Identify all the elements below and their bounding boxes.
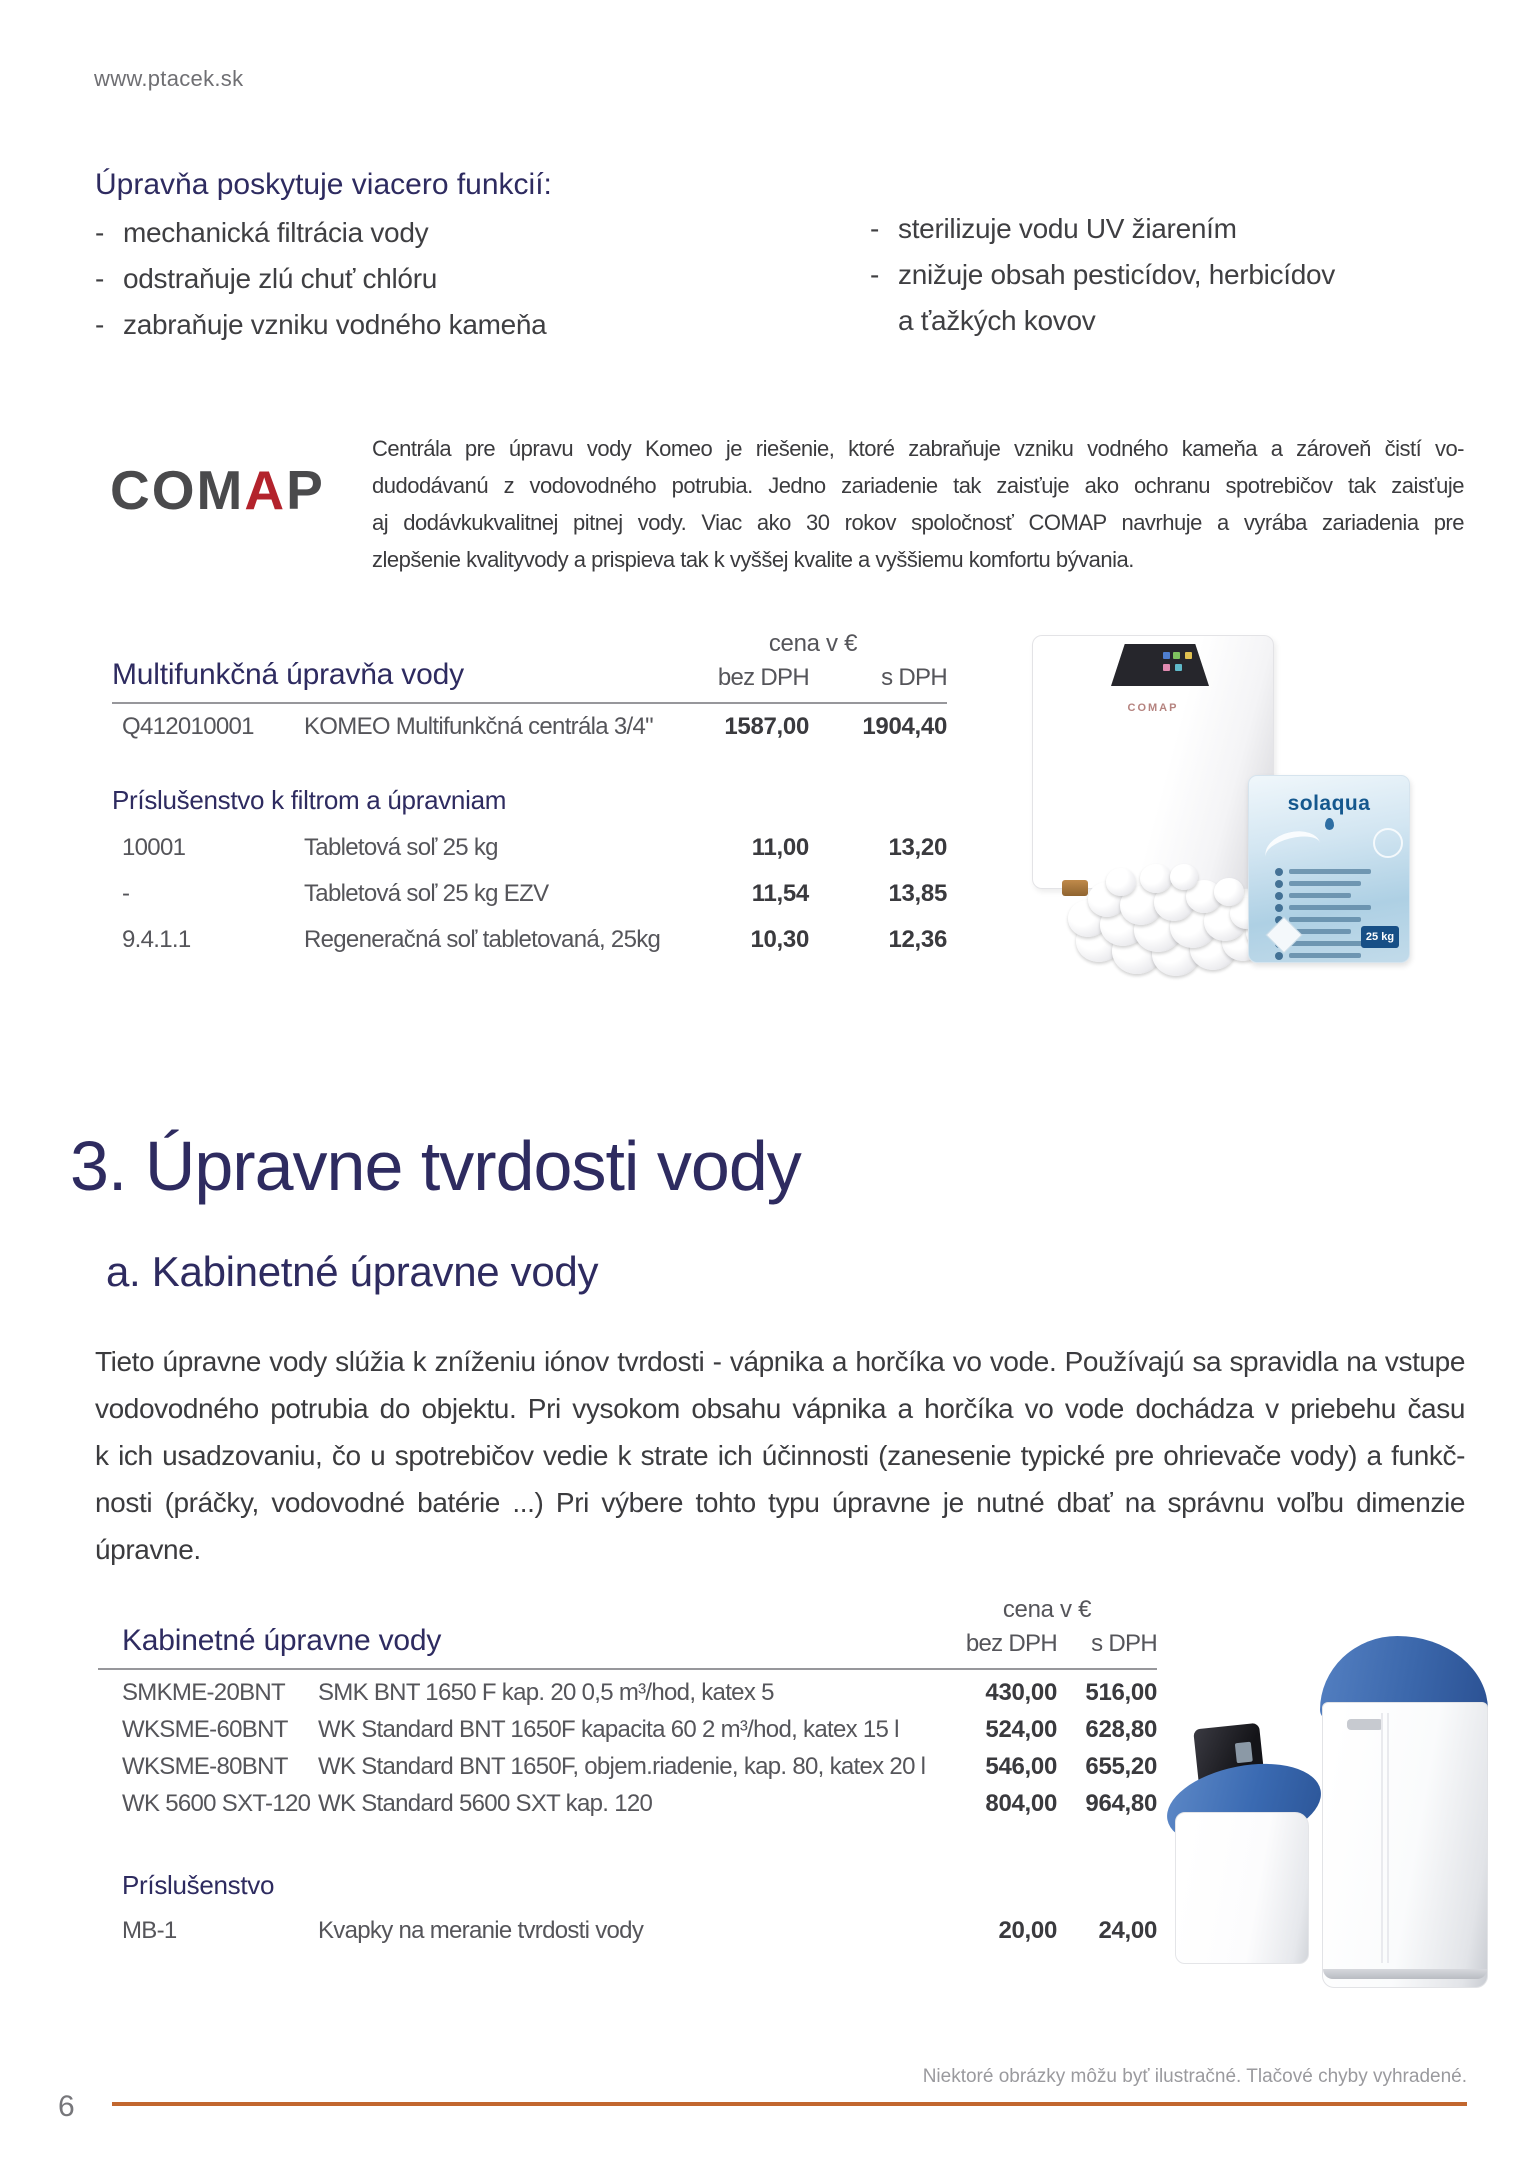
paragraph-line: dudodávanú z vodovodného potrubia. Jedno zariadenie tak zaisťuje ako ochranu spotrebičov tak zaisťuje	[372, 473, 1464, 498]
table-rows	[98, 1679, 1157, 1818]
unit-brand-label: COMAP	[1127, 702, 1179, 714]
bag-stamp-icon	[1373, 828, 1403, 858]
softener-slot	[1347, 1719, 1383, 1730]
list-item	[95, 302, 715, 348]
table-cabinet-softeners	[98, 1596, 1157, 1945]
table-row	[112, 834, 947, 862]
comap-unit-image	[1032, 635, 1274, 889]
list-item-text: odstraňuje zlú chuť chlóru	[123, 263, 437, 294]
col-bez-dph: bez DPH	[965, 1630, 1057, 1657]
table-row	[112, 880, 947, 908]
dash-bullet: -	[870, 259, 880, 290]
list-item-text: znižuje obsah pesticídov, herbicídov a ťažkých kovov	[898, 259, 1335, 336]
dash-bullet: -	[870, 213, 880, 244]
site-url: www.ptacek.sk	[94, 66, 244, 91]
price-bez-dph: 546,00	[985, 1753, 1057, 1780]
paragraph-line: vodovodného potrubia do objektu. Pri vysokom obsahu vápnika a horčíka vo vode dochádza v priebehu času	[95, 1393, 1465, 1424]
table-row	[98, 1716, 1157, 1744]
list-item	[95, 256, 715, 302]
product-description: WK Standard 5600 SXT kap. 120	[318, 1790, 653, 1817]
salt-bag-image	[1248, 775, 1410, 963]
table-title: Kabinetné úpravne vody	[122, 1624, 442, 1657]
comap-logo-a: A	[244, 459, 287, 521]
price-bez-dph: 10,30	[750, 926, 809, 953]
section-paragraph	[95, 1338, 1465, 1573]
paragraph-line: nosti (práčky, vodovodné batérie ...) Pri výbere tohto typu úpravne je nutné dbať na správnu voľbu dimenzie	[95, 1487, 1465, 1518]
dash-bullet: -	[95, 309, 105, 340]
price-bez-dph: 804,00	[985, 1790, 1057, 1817]
price-bez-dph: 11,00	[751, 834, 809, 861]
functions-list-right	[870, 206, 1350, 344]
price-s-dph: 516,00	[1085, 1679, 1157, 1706]
paragraph-line: aj dodávkukvalitnej pitnej vody. Viac ako 30 rokov spoločnosť COMAP navrhuje a vyrába zariadenia pre	[372, 510, 1464, 535]
water-drop-icon	[1325, 818, 1334, 830]
col-s-dph: s DPH	[1091, 1630, 1157, 1657]
section-title: 3. Úpravne tvrdosti vody	[70, 1127, 801, 1205]
table-row	[98, 1679, 1157, 1707]
price-bez-dph: 11,54	[751, 880, 809, 907]
product-description: WK Standard BNT 1650F, objem.riadenie, kap. 80, katex 20 l	[318, 1753, 926, 1780]
paragraph-line: Tieto úpravne vody slúžia k zníženiu iónov tvrdosti - vápnika a horčíka vo vode. Používajú sa spravidla na vstupe	[95, 1346, 1465, 1377]
product-description: Tabletová soľ 25 kg	[304, 834, 498, 861]
price-s-dph: 655,20	[1085, 1753, 1157, 1780]
table-row	[98, 1753, 1157, 1781]
table-title: Multifunkčná úpravňa vody	[112, 658, 464, 691]
table-multifunction-unit	[112, 630, 947, 954]
product-description: SMK BNT 1650 F kap. 20 0,5 m³/hod, katex 5	[318, 1679, 774, 1706]
price-currency-label: cena v €	[1002, 1596, 1092, 1623]
price-currency-label: cena v €	[768, 630, 858, 657]
paragraph-line: úpravne.	[95, 1534, 201, 1565]
list-item	[870, 252, 1350, 344]
section-subtitle: a. Kabinetné úpravne vody	[106, 1248, 599, 1295]
softener-base	[1323, 1969, 1487, 1979]
salt-tablets-image	[1068, 862, 1278, 966]
functions-list-left	[95, 210, 715, 348]
softener-tall-image	[1322, 1702, 1488, 1988]
bag-swoosh-graphic	[1261, 826, 1324, 874]
comap-logo-p: P	[286, 459, 325, 521]
list-item-text: mechanická filtrácia vody	[123, 217, 429, 248]
price-column-labels	[937, 1630, 1157, 1658]
page-number: 6	[58, 2090, 75, 2123]
paragraph-line: zlepšenie kvalityvody a prispieva tak k vyššej kvalite a vyššiemu komfortu bývania.	[372, 547, 1134, 572]
product-code: 9.4.1.1	[122, 926, 191, 953]
price-bez-dph: 430,00	[985, 1679, 1057, 1706]
salt-bag-brand: solaqua	[1287, 792, 1371, 815]
paragraph-line: Centrála pre úpravu vody Komeo je riešenie, ktoré zabraňuje vzniku vodného kameňa a zároveň čistí vo-	[372, 436, 1464, 461]
price-s-dph: 13,20	[888, 834, 947, 861]
price-s-dph: 628,80	[1085, 1716, 1157, 1743]
price-bez-dph: 20,00	[998, 1917, 1057, 1944]
footer-divider	[112, 2102, 1467, 2106]
table-header	[98, 1596, 1157, 1670]
accessories-title: Príslušenstvo k filtrom a úpravniam	[112, 785, 507, 815]
softener-small-image	[1175, 1812, 1309, 1964]
product-code: WKSME-80BNT	[122, 1753, 288, 1780]
price-bez-dph: 1587,00	[724, 713, 809, 740]
product-code: WKSME-60BNT	[122, 1716, 288, 1743]
col-bez-dph: bez DPH	[717, 664, 809, 691]
price-s-dph: 13,85	[888, 880, 947, 907]
functions-heading: Úpravňa poskytuje viacero funkcií:	[95, 168, 552, 201]
dash-bullet: -	[95, 217, 105, 248]
product-description: Kvapky na meranie tvrdosti vody	[318, 1917, 644, 1944]
brand-paragraph	[372, 430, 1464, 578]
product-code: 10001	[122, 834, 186, 861]
bag-diamond-logo	[1266, 917, 1303, 954]
product-code: Q412010001	[122, 713, 254, 740]
col-s-dph: s DPH	[881, 664, 947, 691]
footer-note: Niektoré obrázky môžu byť ilustračné. Tlačové chyby vyhradené.	[922, 2066, 1467, 2087]
price-header	[937, 1596, 1157, 1658]
list-item-text: zabraňuje vzniku vodného kameňa	[123, 309, 547, 340]
table-header	[112, 630, 947, 704]
price-s-dph: 12,36	[888, 926, 947, 953]
product-code: WK 5600 SXT-120	[122, 1790, 311, 1817]
price-s-dph: 1904,40	[862, 713, 947, 740]
paragraph-line: k ich usadzovaniu, čo u spotrebičov vedie k strate ich účinnosti (zanesenie typické pre ohrievače vody) a funkč-	[95, 1440, 1465, 1471]
accessories-rows	[98, 1917, 1157, 1945]
product-code: SMKME-20BNT	[122, 1679, 285, 1706]
accessories-title: Príslušenstvo	[122, 1870, 275, 1900]
price-column-labels	[679, 664, 947, 692]
price-s-dph: 24,00	[1098, 1917, 1157, 1944]
price-bez-dph: 524,00	[985, 1716, 1057, 1743]
product-description: WK Standard BNT 1650F kapacita 60 2 m³/hod, katex 15 l	[318, 1716, 899, 1743]
table-row	[98, 1917, 1157, 1945]
price-header	[679, 630, 947, 692]
product-code: MB-1	[122, 1917, 177, 1944]
product-description: Tabletová soľ 25 kg EZV	[304, 880, 549, 907]
product-description: Regeneračná soľ tabletovaná, 25kg	[304, 926, 661, 953]
price-s-dph: 964,80	[1085, 1790, 1157, 1817]
salt-bag-weight-badge: 25 kg	[1361, 926, 1399, 948]
comap-logo	[110, 458, 325, 522]
product-code: -	[122, 880, 130, 907]
table-row	[98, 1790, 1157, 1818]
list-item	[870, 206, 1350, 252]
unit-display-panel	[1111, 644, 1209, 686]
dash-bullet: -	[95, 263, 105, 294]
product-description: KOMEO Multifunkčná centrála 3/4"	[304, 713, 653, 740]
list-item	[95, 210, 715, 256]
list-item-text: sterilizuje vodu UV žiarením	[898, 213, 1237, 244]
accessories-rows	[112, 834, 947, 954]
table-rows	[112, 713, 947, 741]
table-row	[112, 713, 947, 741]
table-row	[112, 926, 947, 954]
comap-logo-com: COM	[110, 459, 245, 521]
